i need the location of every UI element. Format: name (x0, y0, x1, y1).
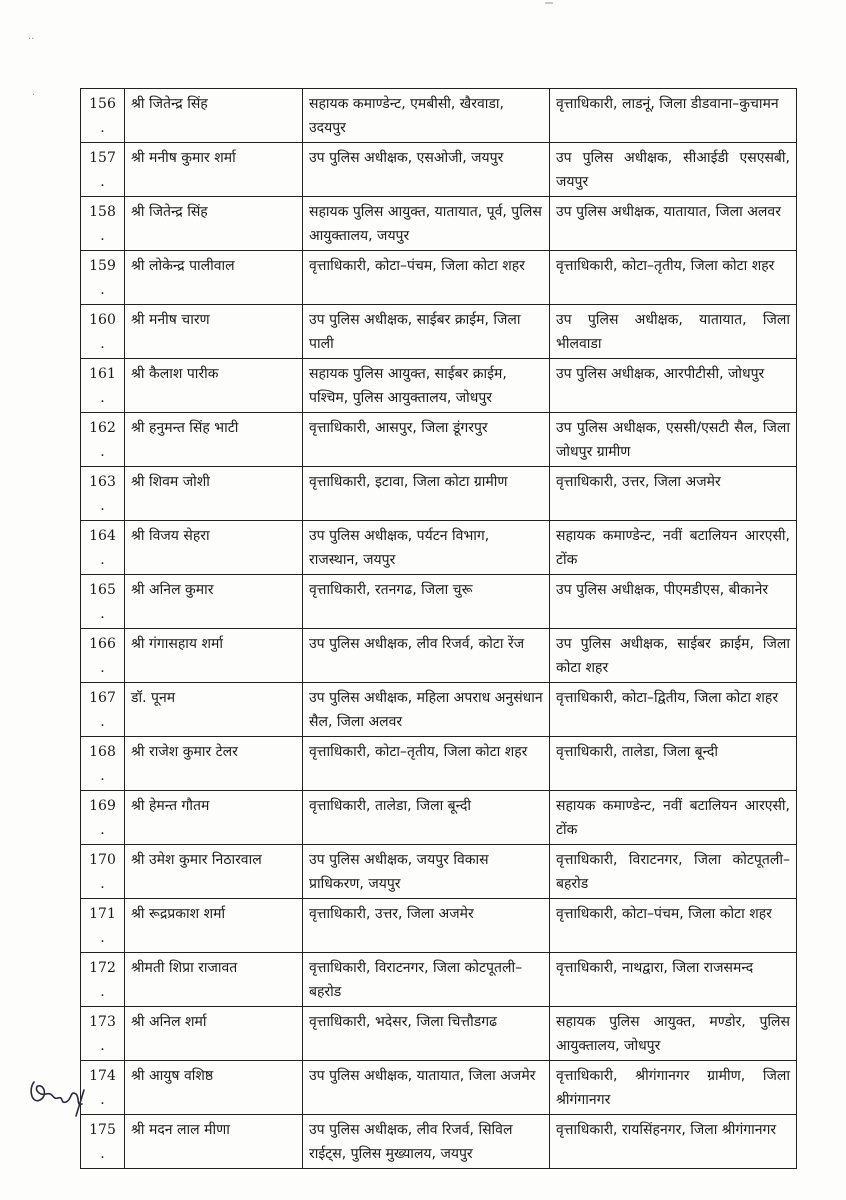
table-row (81, 1007, 797, 1061)
current-posting: उप पुलिस अधीक्षक, महिला अपराध अनुसंधान सैल, जिला अलवर (303, 683, 550, 737)
officer-name: श्री रूद्रप्रकाश शर्मा (125, 899, 303, 953)
serial-number: 165. (81, 575, 125, 629)
new-posting: सहायक पुलिस आयुक्त, मण्डोर, पुलिस आयुक्तालय, जोधपुर (550, 1007, 797, 1061)
table-row (81, 467, 797, 521)
serial-number: 172. (81, 953, 125, 1007)
officer-name: श्री अनिल शर्मा (125, 1007, 303, 1061)
current-posting: उप पुलिस अधीक्षक, पर्यटन विभाग, राजस्थान, जयपुर (303, 521, 550, 575)
current-posting: उप पुलिस अधीक्षक, लीव रिजर्व, कोटा रेंज (303, 629, 550, 683)
officer-name: श्री गंगासहाय शर्मा (125, 629, 303, 683)
serial-number: 160. (81, 305, 125, 359)
new-posting: उप पुलिस अधीक्षक, यातायात, जिला भीलवाडा (550, 305, 797, 359)
new-posting: सहायक कमाण्डेन्ट, नवीं बटालियन आरएसी, टोंक (550, 521, 797, 575)
officer-name: श्री मदन लाल मीणा (125, 1115, 303, 1169)
current-posting: वृत्ताधिकारी, भदेसर, जिला चित्तौडगढ (303, 1007, 550, 1061)
table-row (81, 197, 797, 251)
table-row (81, 251, 797, 305)
current-posting: वृत्ताधिकारी, कोटा–तृतीय, जिला कोटा शहर (303, 737, 550, 791)
serial-number: 157. (81, 143, 125, 197)
new-posting: उप पुलिस अधीक्षक, यातायात, जिला अलवर (550, 197, 797, 251)
table-row (81, 1115, 797, 1169)
officer-name: श्री शिवम जोशी (125, 467, 303, 521)
officer-name: श्री मनीष चारण (125, 305, 303, 359)
new-posting: उप पुलिस अधीक्षक, एससी/एसटी सैल, जिला जोधपुर ग्रामीण (550, 413, 797, 467)
table-row (81, 305, 797, 359)
new-posting: उप पुलिस अधीक्षक, आरपीटीसी, जोधपुर (550, 359, 797, 413)
officer-name: श्री मनीष कुमार शर्मा (125, 143, 303, 197)
table-row (81, 521, 797, 575)
officer-name: श्री जितेन्द्र सिंह (125, 89, 303, 143)
table-row (81, 791, 797, 845)
table-row (81, 143, 797, 197)
table-row (81, 953, 797, 1007)
officer-name: श्री राजेश कुमार टेलर (125, 737, 303, 791)
serial-number: 173. (81, 1007, 125, 1061)
officer-name: श्रीमती शिप्रा राजावत (125, 953, 303, 1007)
table-row (81, 413, 797, 467)
initials-signature (26, 1060, 96, 1120)
table-row (81, 683, 797, 737)
officer-name: श्री अनिल कुमार (125, 575, 303, 629)
current-posting: उप पुलिस अधीक्षक, जयपुर विकास प्राधिकरण, जयपुर (303, 845, 550, 899)
table-row (81, 575, 797, 629)
current-posting: उप पुलिस अधीक्षक, यातायात, जिला अजमेर (303, 1061, 550, 1115)
current-posting: सहायक पुलिस आयुक्त, यातायात, पूर्व, पुलिस आयुक्तालय, जयपुर (303, 197, 550, 251)
serial-number: 163. (81, 467, 125, 521)
table-row (81, 899, 797, 953)
current-posting: वृत्ताधिकारी, रतनगढ, जिला चुरू (303, 575, 550, 629)
table-row (81, 629, 797, 683)
serial-number: 171. (81, 899, 125, 953)
new-posting: उप पुलिस अधीक्षक, सीआईडी एसएसबी, जयपुर (550, 143, 797, 197)
new-posting: वृत्ताधिकारी, नाथद्वारा, जिला राजसमन्द (550, 953, 797, 1007)
officer-name: श्री विजय सेहरा (125, 521, 303, 575)
officer-name: श्री आयुष वशिष्ठ (125, 1061, 303, 1115)
serial-number: 169. (81, 791, 125, 845)
serial-number: 167. (81, 683, 125, 737)
current-posting: वृत्ताधिकारी, इटावा, जिला कोटा ग्रामीण (303, 467, 550, 521)
current-posting: वृत्ताधिकारी, कोटा–पंचम, जिला कोटा शहर (303, 251, 550, 305)
officer-name: श्री उमेश कुमार निठारवाल (125, 845, 303, 899)
current-posting: उप पुलिस अधीक्षक, एसओजी, जयपुर (303, 143, 550, 197)
serial-number: 159. (81, 251, 125, 305)
new-posting: उप पुलिस अधीक्षक, पीएमडीएस, बीकानेर (550, 575, 797, 629)
serial-number: 161. (81, 359, 125, 413)
officer-name: डॉ. पूनम (125, 683, 303, 737)
officer-name: श्री जितेन्द्र सिंह (125, 197, 303, 251)
current-posting: सहायक पुलिस आयुक्त, साईबर क्राईम, पश्चिम, पुलिस आयुक्तालय, जोधपुर (303, 359, 550, 413)
new-posting: वृत्ताधिकारी, उत्तर, जिला अजमेर (550, 467, 797, 521)
scan-mark (545, 2, 553, 4)
serial-number: 175. (81, 1115, 125, 1169)
serial-number: 156. (81, 89, 125, 143)
officer-name: श्री हनुमन्त सिंह भाटी (125, 413, 303, 467)
new-posting: सहायक कमाण्डेन्ट, नवीं बटालियन आरएसी, टोंक (550, 791, 797, 845)
current-posting: वृत्ताधिकारी, आसपुर, जिला डूंगरपुर (303, 413, 550, 467)
new-posting: वृत्ताधिकारी, विराटनगर, जिला कोटपूतली–बहरोड (550, 845, 797, 899)
officer-name: श्री लोकेन्द्र पालीवाल (125, 251, 303, 305)
new-posting: वृत्ताधिकारी, रायसिंहनगर, जिला श्रीगंगानगर (550, 1115, 797, 1169)
current-posting: वृत्ताधिकारी, तालेडा, जिला बून्दी (303, 791, 550, 845)
serial-number: 162. (81, 413, 125, 467)
serial-number: 164. (81, 521, 125, 575)
new-posting: वृत्ताधिकारी, कोटा–पंचम, जिला कोटा शहर (550, 899, 797, 953)
table-row (81, 737, 797, 791)
serial-number: 166. (81, 629, 125, 683)
serial-number: 168. (81, 737, 125, 791)
current-posting: उप पुलिस अधीक्षक, साईबर क्राईम, जिला पाली (303, 305, 550, 359)
table-row (81, 1061, 797, 1115)
table-row (81, 845, 797, 899)
current-posting: वृत्ताधिकारी, उत्तर, जिला अजमेर (303, 899, 550, 953)
margin-mark: · (32, 90, 36, 101)
transfer-table (80, 88, 797, 1169)
current-posting: उप पुलिस अधीक्षक, लीव रिजर्व, सिविल राईट्स, पुलिस मुख्यालय, जयपुर (303, 1115, 550, 1169)
table-row (81, 89, 797, 143)
serial-number: 170. (81, 845, 125, 899)
current-posting: सहायक कमाण्डेन्ट, एमबीसी, खैरवाडा, उदयपुर (303, 89, 550, 143)
new-posting: वृत्ताधिकारी, कोटा–तृतीय, जिला कोटा शहर (550, 251, 797, 305)
current-posting: वृत्ताधिकारी, विराटनगर, जिला कोटपूतली–बहरोड (303, 953, 550, 1007)
new-posting: वृत्ताधिकारी, लाडनूं, जिला डीडवाना–कुचामन (550, 89, 797, 143)
new-posting: वृत्ताधिकारी, तालेडा, जिला बून्दी (550, 737, 797, 791)
serial-number: 158. (81, 197, 125, 251)
table-row (81, 359, 797, 413)
margin-mark: ·· (28, 34, 35, 45)
officer-name: श्री कैलाश पारीक (125, 359, 303, 413)
officer-name: श्री हेमन्त गौतम (125, 791, 303, 845)
new-posting: वृत्ताधिकारी, कोटा–द्वितीय, जिला कोटा शहर (550, 683, 797, 737)
serial-number: 174. (81, 1061, 125, 1115)
new-posting: उप पुलिस अधीक्षक, साईबर क्राईम, जिला कोटा शहर (550, 629, 797, 683)
new-posting: वृत्ताधिकारी, श्रीगंगानगर ग्रामीण, जिला श्रीगंगानगर (550, 1061, 797, 1115)
